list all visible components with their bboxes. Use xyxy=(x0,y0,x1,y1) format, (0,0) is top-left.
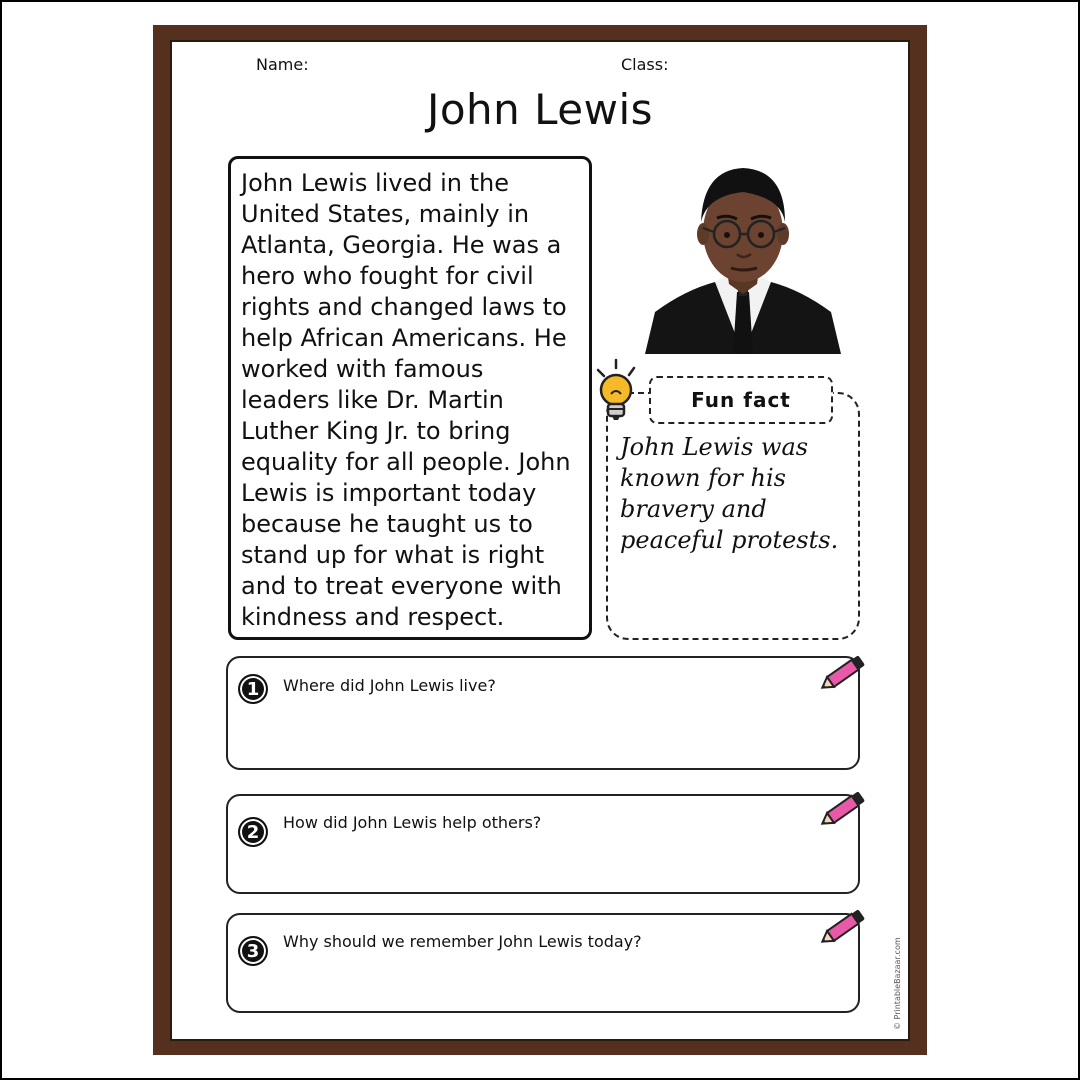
page-title: John Lewis xyxy=(426,85,654,134)
lightbulb-icon xyxy=(592,358,642,424)
question-box-3[interactable] xyxy=(226,913,860,1013)
reading-passage: John Lewis lived in the United States, mainly in Atlanta, Georgia. He was a hero who fought for civil rights and changed laws to help African Americans. He worked with famous leaders like Dr. Martin Luther King Jr. to bring equality for all people. John Lewis is important today because he taught us to stand up for what is right and to treat everyone with kindness and respect. xyxy=(241,169,571,631)
reading-passage-box xyxy=(228,156,592,640)
fun-fact-text: John Lewis was known for his bravery and peaceful protests. xyxy=(620,433,839,554)
question-text-1: Where did John Lewis live? xyxy=(283,676,496,695)
question-box-1[interactable] xyxy=(226,656,860,770)
question-text-2: How did John Lewis help others? xyxy=(283,813,542,832)
pencil-icon xyxy=(818,786,872,832)
fun-fact-label: Fun fact xyxy=(649,376,833,424)
class-label: Class: xyxy=(621,55,669,74)
question-text-3: Why should we remember John Lewis today? xyxy=(283,932,642,951)
question-number-1: 1 xyxy=(238,674,268,704)
portrait-image xyxy=(645,162,841,354)
copyright-text: © PrintableBazaar.com xyxy=(893,937,902,1030)
question-number-2: 2 xyxy=(238,817,268,847)
pencil-icon xyxy=(818,904,872,950)
name-label: Name: xyxy=(256,55,309,74)
question-number-3: 3 xyxy=(238,936,268,966)
question-box-2[interactable] xyxy=(226,794,860,894)
pencil-icon xyxy=(818,650,872,696)
